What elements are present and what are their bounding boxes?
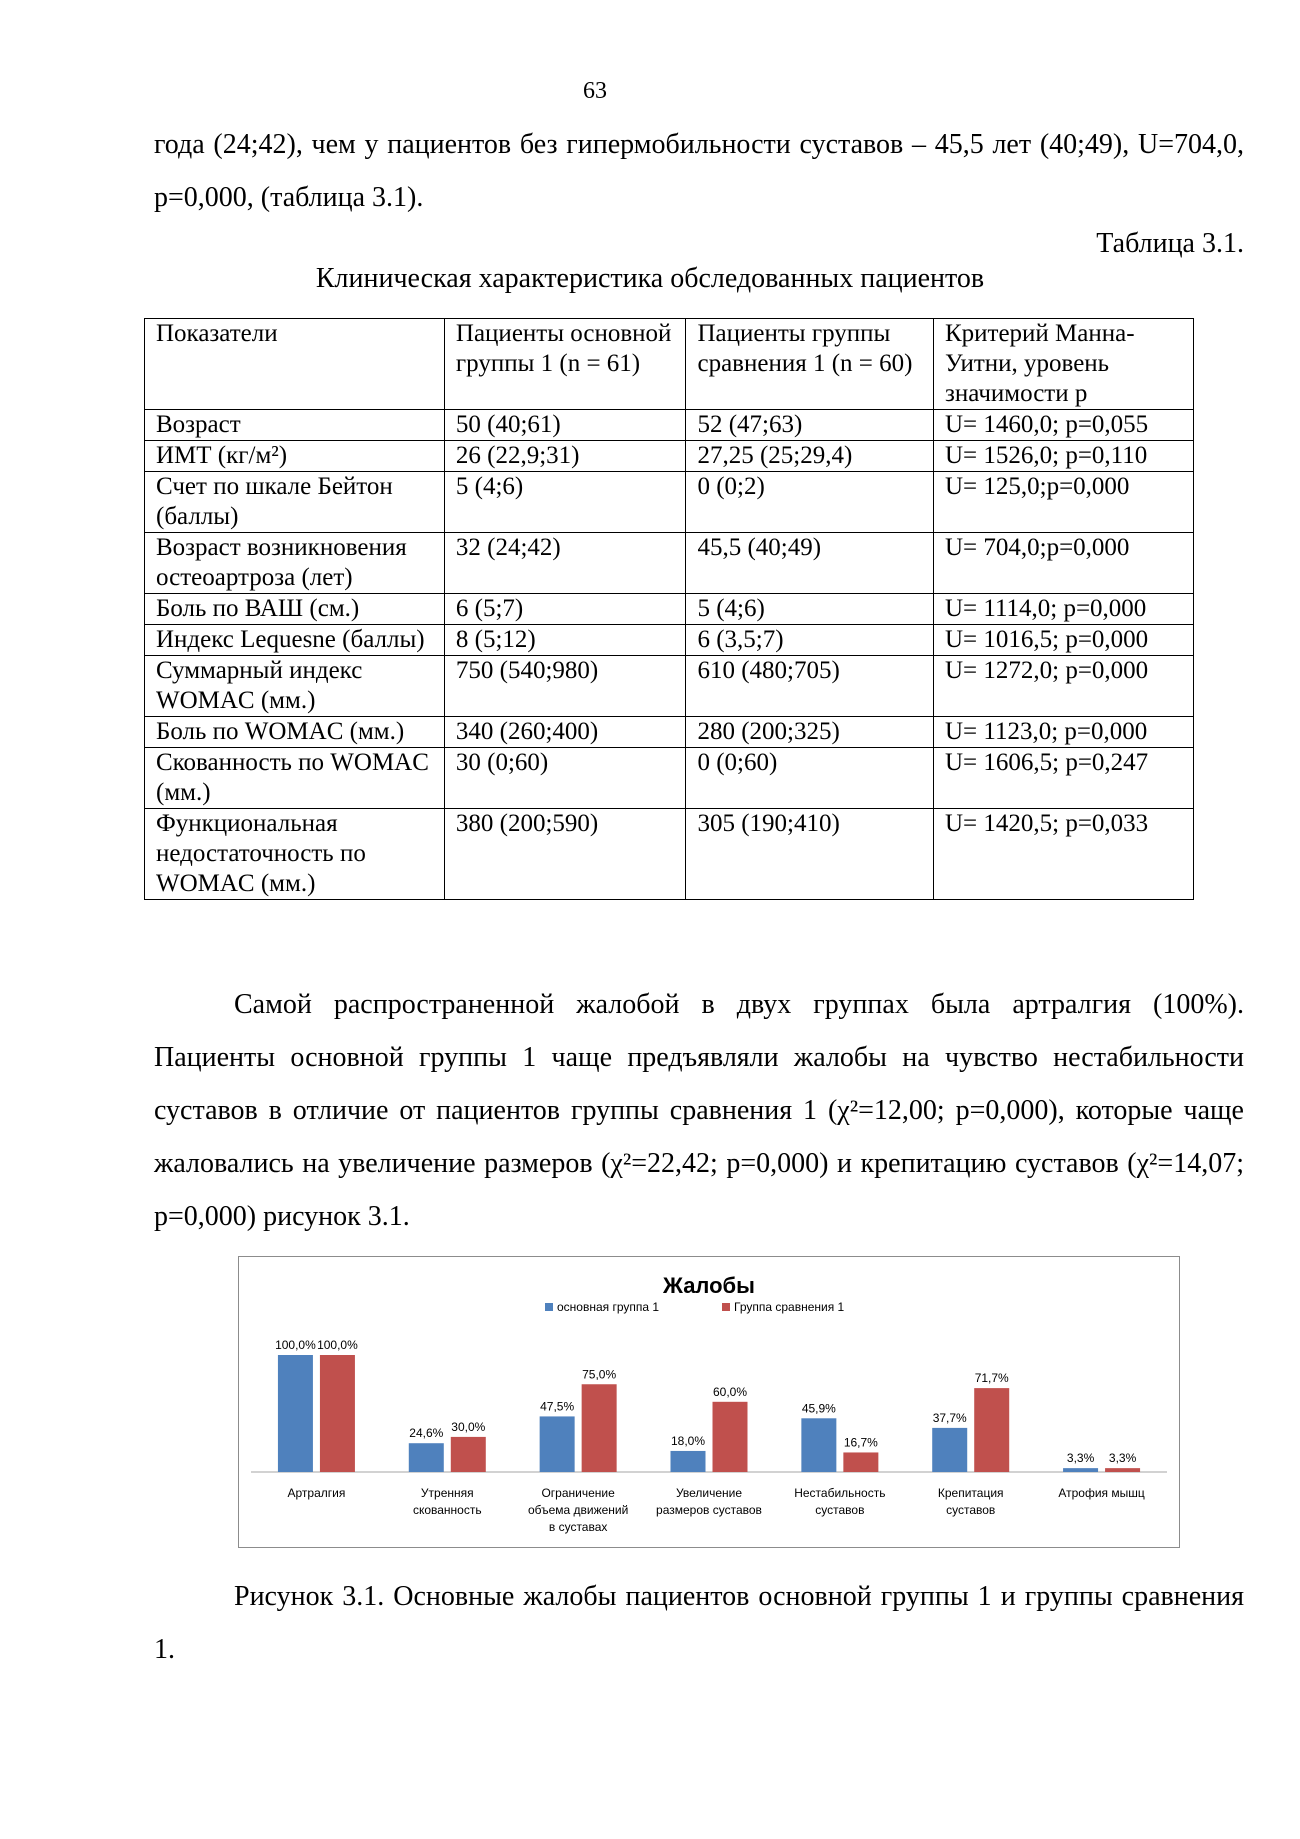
table-header-cell: Критерий Манна-Уитни, уровень значимости p bbox=[933, 319, 1193, 410]
table-header-row bbox=[145, 319, 1194, 410]
table-cell: Боль по WOMAC (мм.) bbox=[145, 717, 445, 748]
bar bbox=[801, 1418, 836, 1472]
table-cell: 8 (5;12) bbox=[444, 625, 686, 656]
table-cell: U= 1016,5; p=0,000 bbox=[933, 625, 1193, 656]
bar bbox=[843, 1452, 878, 1472]
table-cell: 280 (200;325) bbox=[686, 717, 933, 748]
data-label: 100,0% bbox=[317, 1338, 358, 1352]
category-label: скованность bbox=[412, 1503, 482, 1517]
table-cell: 52 (47;63) bbox=[686, 410, 933, 441]
table-cell: 45,5 (40;49) bbox=[686, 533, 933, 594]
table-cell: Индекс Lequesne (баллы) bbox=[145, 625, 445, 656]
data-label: 60,0% bbox=[712, 1384, 748, 1399]
legend-label: Группа сравнения 1 bbox=[734, 1300, 845, 1314]
table-cell: 5 (4;6) bbox=[686, 594, 933, 625]
table-row bbox=[145, 656, 1194, 717]
table-row bbox=[145, 441, 1194, 472]
data-label: 24,6% bbox=[409, 1426, 444, 1441]
table-cell: U= 1114,0; p=0,000 bbox=[933, 594, 1193, 625]
data-label: 100,0% bbox=[275, 1338, 316, 1352]
bar bbox=[1105, 1468, 1140, 1472]
table-title: Клиническая характеристика обследованных пациентов bbox=[315, 263, 985, 294]
data-label: 16,7% bbox=[843, 1435, 878, 1450]
table-cell: Счет по шкале Бейтон (баллы) bbox=[145, 472, 445, 533]
table-label: Таблица 3.1. bbox=[1096, 228, 1244, 259]
bar bbox=[932, 1428, 967, 1472]
table-row bbox=[145, 594, 1194, 625]
table-cell: 380 (200;590) bbox=[444, 809, 686, 900]
category-label: суставов bbox=[815, 1503, 865, 1517]
table-cell: 32 (24;42) bbox=[444, 533, 686, 594]
bar bbox=[278, 1355, 313, 1472]
table-cell: 27,25 (25;29,4) bbox=[686, 441, 933, 472]
category-label: в суставах bbox=[548, 1520, 608, 1534]
category-label: объема движений bbox=[527, 1503, 629, 1517]
table-cell: U= 1526,0; p=0,110 bbox=[933, 441, 1193, 472]
table-cell: U= 1460,0; p=0,055 bbox=[933, 410, 1193, 441]
category-label: размеров суставов bbox=[656, 1503, 762, 1517]
bar bbox=[451, 1437, 486, 1472]
category-label: Увеличение bbox=[675, 1486, 743, 1500]
table-row bbox=[145, 625, 1194, 656]
table-header-cell: Показатели bbox=[145, 319, 445, 410]
bar bbox=[713, 1402, 748, 1472]
category-label: Нестабильность bbox=[794, 1486, 886, 1500]
data-label: 30,0% bbox=[451, 1419, 486, 1434]
chart-title: Жалобы bbox=[663, 1273, 755, 1298]
table-cell: U= 1272,0; p=0,000 bbox=[933, 656, 1193, 717]
table-cell: U= 1606,5; p=0,247 bbox=[933, 748, 1193, 809]
table-cell: 26 (22,9;31) bbox=[444, 441, 686, 472]
bar bbox=[582, 1384, 617, 1472]
table-header-cell: Пациенты основной группы 1 (n = 61) bbox=[444, 319, 686, 410]
table-cell: 0 (0;60) bbox=[686, 748, 933, 809]
table-cell: U= 704,0;p=0,000 bbox=[933, 533, 1193, 594]
data-label: 37,7% bbox=[932, 1410, 967, 1425]
complaints-chart bbox=[238, 1256, 1180, 1548]
bar bbox=[409, 1443, 444, 1472]
table-cell: 5 (4;6) bbox=[444, 472, 686, 533]
bar bbox=[1063, 1468, 1098, 1472]
table-cell: U= 1123,0; p=0,000 bbox=[933, 717, 1193, 748]
legend-label: основная группа 1 bbox=[557, 1300, 660, 1314]
table-cell: 6 (5;7) bbox=[444, 594, 686, 625]
table-cell: Возраст возникновения остеоартроза (лет) bbox=[145, 533, 445, 594]
data-label: 3,3% bbox=[1108, 1451, 1137, 1466]
category-label: суставов bbox=[946, 1503, 996, 1517]
table-row bbox=[145, 717, 1194, 748]
bar bbox=[320, 1355, 355, 1472]
data-label: 18,0% bbox=[670, 1433, 706, 1448]
data-label: 45,9% bbox=[801, 1401, 836, 1416]
table-cell: ИМТ (кг/м²) bbox=[145, 441, 445, 472]
data-label: 75,0% bbox=[582, 1367, 617, 1382]
data-label: 3,3% bbox=[1066, 1451, 1095, 1466]
table-row bbox=[145, 533, 1194, 594]
table-cell: 610 (480;705) bbox=[686, 656, 933, 717]
table-cell: U= 1420,5; p=0,033 bbox=[933, 809, 1193, 900]
bar bbox=[671, 1451, 706, 1472]
table-row bbox=[145, 809, 1194, 900]
table-cell: 6 (3,5;7) bbox=[686, 625, 933, 656]
table-cell: Скованность по WOMAC (мм.) bbox=[145, 748, 445, 809]
table-cell: 750 (540;980) bbox=[444, 656, 686, 717]
category-label: Крепитация bbox=[937, 1486, 1004, 1500]
paragraph-intro: года (24;42), чем у пациентов без гипермобильности суставов – 45,5 лет (40;49), U=704,0, p=0,000, (таблица 3.1). bbox=[154, 129, 1244, 213]
table-row bbox=[145, 410, 1194, 441]
table-cell: 30 (0;60) bbox=[444, 748, 686, 809]
bar bbox=[974, 1388, 1009, 1472]
data-label: 47,5% bbox=[540, 1399, 575, 1414]
data-label: 71,7% bbox=[974, 1371, 1009, 1386]
legend-swatch bbox=[545, 1303, 553, 1311]
table-cell: 0 (0;2) bbox=[686, 472, 933, 533]
category-label: Атрофия мышц bbox=[1058, 1486, 1145, 1500]
table-cell: Суммарный индекс WOMAC (мм.) bbox=[145, 656, 445, 717]
table-row bbox=[145, 748, 1194, 809]
page-number: 63 bbox=[583, 78, 607, 104]
bar bbox=[540, 1416, 575, 1472]
paragraph-complaints: Самой распространенной жалобой в двух группах была артралгия (100%). Пациенты основной группы 1 чаще предъявляли жалобы на чувство нестабильности суставов в отличие от пациентов группы сравнения 1 (χ²=12,00; p=0,000), которые чаще жаловались на увеличение размеров (χ²=22,42; p=0,000) и крепитацию суставов (χ²=14,07; p=0,000) рисунок 3.1. bbox=[154, 989, 1244, 1232]
table-cell: Возраст bbox=[145, 410, 445, 441]
table-cell: 340 (260;400) bbox=[444, 717, 686, 748]
legend-swatch bbox=[722, 1303, 730, 1311]
table-cell: U= 125,0;p=0,000 bbox=[933, 472, 1193, 533]
table-cell: Боль по ВАШ (см.) bbox=[145, 594, 445, 625]
figure-caption: Рисунок 3.1. Основные жалобы пациентов основной группы 1 и группы сравнения 1. bbox=[154, 1581, 1244, 1665]
table-row bbox=[145, 472, 1194, 533]
table-cell: Функциональная недостаточность по WOMAC (мм.) bbox=[145, 809, 445, 900]
category-label: Ограничение bbox=[541, 1486, 615, 1500]
complaints-chart-svg bbox=[239, 1257, 1179, 1547]
category-label: Утренняя bbox=[420, 1486, 474, 1500]
category-label: Артралгия bbox=[287, 1486, 346, 1500]
table-cell: 305 (190;410) bbox=[686, 809, 933, 900]
table-cell: 50 (40;61) bbox=[444, 410, 686, 441]
clinical-characteristics-table bbox=[144, 318, 1194, 900]
table-header-cell: Пациенты группы сравнения 1 (n = 60) bbox=[686, 319, 933, 410]
